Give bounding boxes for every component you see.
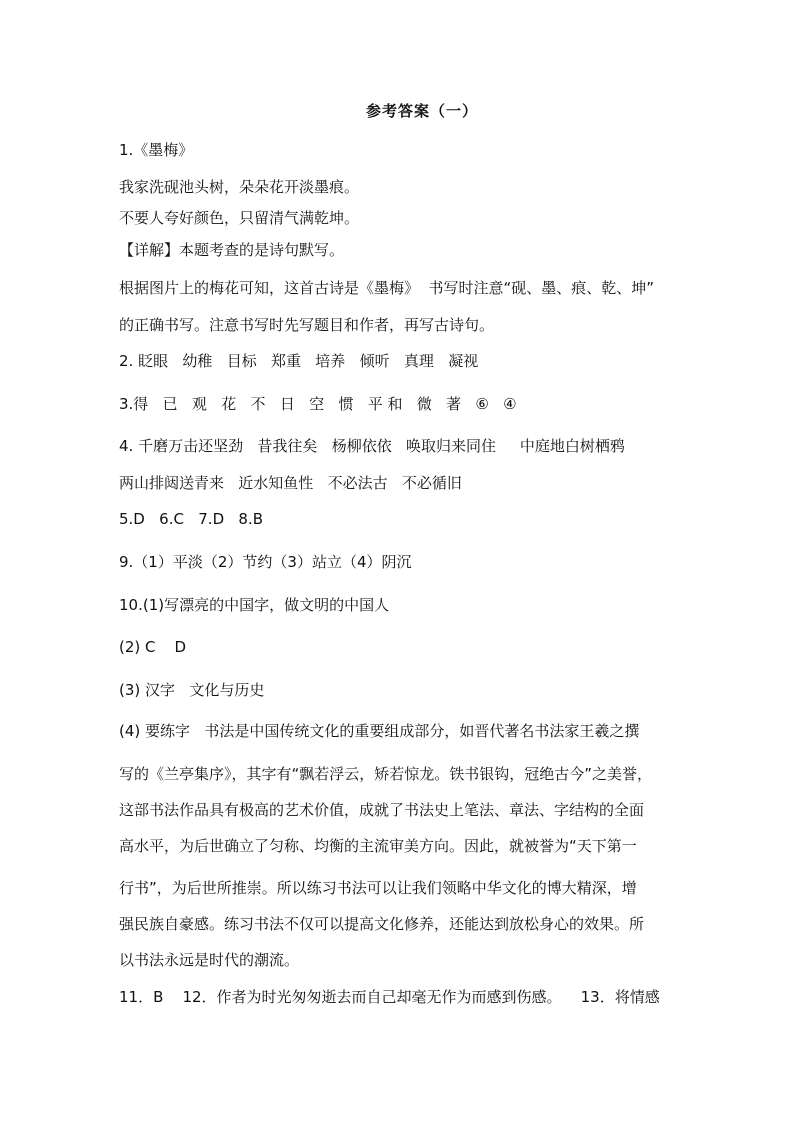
answer-line-14: (2) C D	[119, 638, 187, 656]
answer-line-22: 以书法永远是时代的潮流。	[119, 951, 300, 969]
answer-line-10: 两山排闼送青来 近水知鱼性 不必法古 不必循旧	[119, 474, 462, 492]
answer-line-19: 高水平，为后世确立了匀称、均衡的主流审美方向。因此，就被誉为“天下第一	[119, 837, 637, 855]
answer-line-13: 10.(1)写漂亮的中国字，做文明的中国人	[119, 596, 390, 614]
answer-line-4: 【详解】本题考查的是诗句默写。	[119, 241, 345, 259]
answer-line-23: 11．B 12．作者为时光匆匆逝去而自己却毫无作为而感到伤感。 13．将情感	[119, 988, 660, 1006]
answer-line-6: 的正确书写。注意书写时先写题目和作者，再写古诗句。	[119, 316, 495, 334]
answer-line-9: 4. 千磨万击还坚劲 昔我往矣 杨柳依依 唤取归来同住 中庭地白树栖鸦	[119, 437, 625, 455]
answer-line-18: 这部书法作品具有极高的艺术价值，成就了书法史上笔法、章法、字结构的全面	[119, 801, 645, 819]
answer-line-3: 不要人夸好颜色，只留清气满乾坤。	[119, 209, 360, 227]
page-title: 参考答案（一）	[365, 102, 478, 120]
answer-line-17: 写的《兰亭集序》，其字有“飘若浮云，矫若惊龙。铁书银钩，冠绝古今”之美誉，	[119, 765, 653, 783]
answer-line-16: (4) 要练字 书法是中国传统文化的重要组成部分，如晋代著名书法家王羲之撰	[119, 722, 640, 740]
answer-line-1: 1.《墨梅》	[119, 141, 194, 159]
answer-line-2: 我家洗砚池头树，朵朵花开淡墨痕。	[119, 178, 360, 196]
answer-line-21: 强民族自豪感。练习书法不仅可以提高文化修养，还能达到放松身心的效果。所	[119, 915, 645, 933]
answer-line-7: 2. 眨眼 幼稚 目标 郑重 培养 倾听 真理 凝视	[119, 352, 479, 370]
answer-line-20: 行书”，为后世所推崇。所以练习书法可以让我们领略中华文化的博大精深，增	[119, 879, 637, 897]
answer-line-5: 根据图片上的梅花可知，这首古诗是《墨梅》 书写时注意“砚、墨、痕、乾、坤”	[119, 279, 655, 297]
answer-line-12: 9.（1）平淡（2）节约（3）站立（4）阴沉	[119, 553, 412, 571]
answer-line-8: 3.得 已 观 花 不 日 空 惯 平 和 微 著 ⑥ ④	[119, 395, 517, 413]
answer-line-15: (3) 汉字 文化与历史	[119, 681, 265, 699]
answer-line-11: 5.D 6.C 7.D 8.B	[119, 510, 264, 528]
